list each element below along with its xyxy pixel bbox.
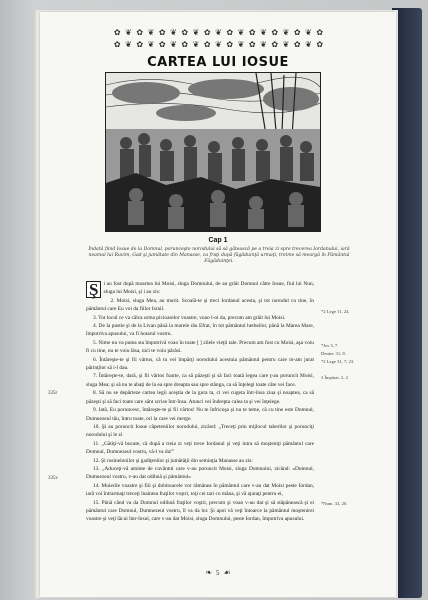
drop-cap: Ş <box>86 281 101 298</box>
cross-ref: *2 Lege 11, 24. <box>321 309 350 314</box>
verse-7: 7. Întăreşte-te, dară, şi fii vârtos foarte, ca să păzeşti şi să faci toată legea care ţ-au poruncit Moisi, sluga Mea; şi să nu te abaţi de la ea spre dreapta sau spre stânga, ca să înţelegi toate câte vei face. <box>86 373 314 388</box>
verse-2: 2. Moisi, sluga Mea, au murit. Scoală-te şi treci Iordanul acesta, şi tot norodul cu tine, în pământul care Eu voi da fiilor Israil. <box>86 297 314 313</box>
right-flourish-icon: ☙ <box>223 568 231 577</box>
chapter-summary: Îndată fiind Iosue de la Domnul, porunceşte norodului să să gătească pe a treia zi spre trecerea Iordanului, iară neamul lui Ruvim, Gad şi jumătate din Manasse, ca fraţi după făgăduinţă urmaţi, treime să meargă în Pământul Făgăduinţei. <box>88 247 350 265</box>
verse-12: 12. Şi rusinelonilor şi gadiţenilor şi jumătăţii din seminţia Manasse au zis: <box>93 457 253 464</box>
cross-ref: Deuter. 31, 8. <box>321 351 346 356</box>
chapter-text <box>86 280 314 524</box>
ornament-pattern: ✿ ❦ ✿ ❦ ✿ ❦ ✿ ❦ ✿ ❦ ✿ ❦ ✿ ❦ ✿ ❦ ✿ ❦ ✿ <box>113 40 325 49</box>
battle-scene-engraving <box>106 73 320 231</box>
verse-5: 5. Nime nu va putea sta împotrivă voao în toate [ ] zilele vieţii tale. Precum am fost cu Moisi, aşa voiu fi cu tine, nu te voiu lăsa, nici te voiu părăsi. <box>86 339 314 355</box>
woodcut-illustration <box>105 72 321 232</box>
top-ornament-border-2 <box>64 40 374 50</box>
verse-11: 11. „Gătiţi-vă bucate, că după a treia zi veţi trece Iordanul şi veţi intra să moşteniţi pământul care Domnul, Dumnezeul vostru, vă-l va da!” <box>86 440 314 456</box>
verse-4: 4. De la pustie şi de la Livan până la marele râu Efrat, în tot pământul hetheilor, până la Marea Mare, împotriva apusului, va fi hotarul vostru. <box>86 323 314 338</box>
top-ornament-border <box>64 28 374 38</box>
verse-3: 3. Tot locul ce va călca urma picioarelor voastre, voao l-oi da, precum am grăit lui Moisi. <box>93 314 286 321</box>
verse-6: 6. Întăreşte-te şi fii vârtos, că tu vei împărţi norodului acestuia pământul pentru care m-am jurat părinţilor să i-l dau. <box>86 356 314 372</box>
verse-8: 8. Să nu se depărteze cartea legii aceştia de la gura ta, ci vei cugeta într-însa ziua şi noaptea, ca să păzeşti şi să faci toate care sânt scrise într-însa. Atunci vei îndrepta calea ta şi vei înţelege. <box>86 390 314 405</box>
left-flourish-icon: ❧ <box>205 568 213 577</box>
margin-note-335v: 335v <box>48 476 58 481</box>
cross-ref: *2 Lege 31, 7, 23. <box>321 359 355 364</box>
book-title: CARTEA LUI IOSUE <box>147 55 289 70</box>
verse-9: 9. Iată, Eu poruncesc, întăreşte-te şi fii vârtos! Nu te înfricoşa şi nu te teme, că cu tine este Domnul, Dumnezeul tău, întru toate, ori la care vei merge. <box>86 407 314 422</box>
ornament-pattern: ✿ ❦ ✿ ❦ ✿ ❦ ✿ ❦ ✿ ❦ ✿ ❦ ✿ ❦ ✿ ❦ ✿ ❦ ✿ <box>113 28 325 37</box>
chapter-label: Cap 1 <box>208 237 228 244</box>
verse-1: Ş i au fost după moartea lui Moisi, sluga Domnului, de au grăit Domnul către Iosue, fiul lui Nun, sluga lui Moisi, şi i au zis: <box>86 280 314 297</box>
cross-ref: 3 Împărat. 2, 2 <box>321 375 348 380</box>
verse-10: 10. Şi au poruncit Iosue căpeteniilor norodului, zicând: „Treceţi prin mijlocul taberilor şi porunciţi norodului şi le zi <box>86 423 314 439</box>
book-page <box>40 12 396 597</box>
page-number-footer <box>40 568 396 577</box>
verse-14: 14. Muierile voastre şi fiii şi dobitoacele vor rămânea în pământul care v-au dat Moisi peste Iordan, iară voi întrarmaţi treceţi înaintea fraţilor voştri, toţi cei tari cu mâna, şi vă ajutaţi pentru ei, <box>86 482 314 498</box>
cross-ref: *Jos 3, 7. <box>321 343 339 348</box>
verse-15: 15. Până când va da Domnul odihnă fraţilor voştri, precum şi voao v-au dat şi să stăpânească şi ei pământul care Domnul, Dumnezeul vostru, îl va da lor. Şi apoi vă veţi întoarce la pământul moştenirei voastre şi veţi lăcui într-însul, care v-au dat Moisi, sluga Domnului, peste Iordan, împotriva apusului. <box>86 499 314 523</box>
margin-note-335r: 335r <box>48 391 58 396</box>
page-number: 5 <box>216 569 220 577</box>
verse-13: 13. „Aduceţi-vă aminte de cuvântul care v-au poruncit Moisi, sluga Domnului, zicând: «Domnul, Dumnezeul vostru, v-au dat odihnă şi pământul» <box>86 465 314 481</box>
cross-ref: *Num. 32, 20. <box>321 501 348 506</box>
